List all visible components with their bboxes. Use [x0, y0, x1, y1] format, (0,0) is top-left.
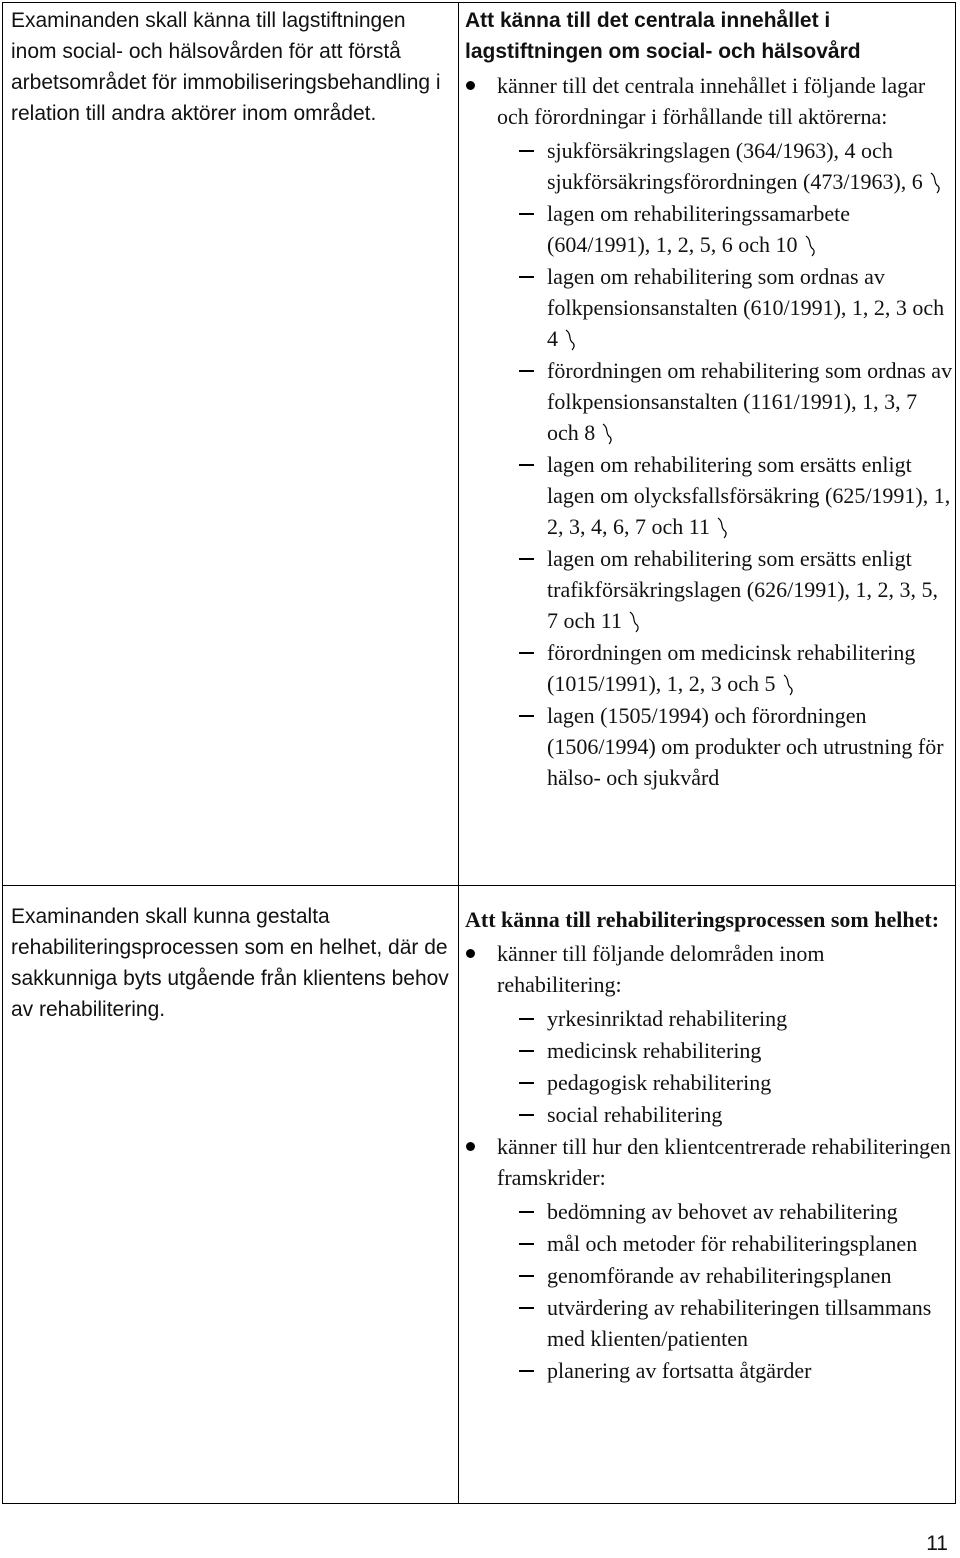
criteria-bullet: [465, 70, 953, 132]
criteria-heading: Att känna till rehabiliteringsprocessen som helhet:: [465, 907, 940, 932]
list-item-text: yrkesinriktad rehabilitering: [547, 1006, 788, 1031]
section-sign-icon: [782, 674, 794, 696]
dash-icon: [519, 213, 534, 215]
list-item-text: förordningen om rehabilitering som ordnas av folkpensionsanstalten (1161/1991), 1, 3, 7 och 8: [547, 358, 953, 445]
list-item: [465, 1292, 953, 1354]
law-list: [465, 135, 953, 793]
dash-icon: [519, 1243, 534, 1245]
list-item-text: förordningen om medicinsk rehabilitering (1015/1991), 1, 2, 3 och 5: [547, 640, 916, 696]
dash-icon: [519, 1275, 534, 1277]
dash-icon: [519, 1082, 534, 1084]
dash-icon: [519, 1211, 534, 1213]
list-item: [465, 1003, 953, 1034]
rehab-step-list: [465, 1196, 953, 1386]
criteria-legislation: [465, 5, 953, 794]
bullet-text: känner till hur den klientcentrerade rehabiliteringen framskrider:: [497, 1134, 951, 1190]
section-sign-icon: [929, 172, 941, 194]
list-item-text: planering av fortsatta åtgärder: [547, 1358, 812, 1383]
dash-icon: [519, 1050, 534, 1052]
list-item: [465, 135, 953, 197]
list-item-text: lagen om rehabilitering som ersätts enligt trafikförsäkringslagen (626/1991), 1, 2, 3, 5, 7 och 11: [547, 546, 939, 633]
list-item-text: lagen om rehabiliteringssamarbete (604/1991), 1, 2, 5, 6 och 10: [547, 201, 850, 257]
criteria-bullet: [465, 1131, 953, 1193]
list-item-text: medicinsk rehabilitering: [547, 1038, 762, 1063]
list-item-text: social rehabilitering: [547, 1102, 723, 1127]
section-sign-icon: [601, 423, 613, 445]
curriculum-table: [2, 2, 956, 1504]
list-item: [465, 1228, 953, 1259]
list-item: [465, 261, 953, 354]
list-item-text: utvärdering av rehabiliteringen tillsammans med klienten/patienten: [547, 1295, 932, 1351]
dash-icon: [519, 715, 534, 717]
list-item: [465, 355, 953, 448]
section-sign-icon: [804, 235, 816, 257]
list-item-text: pedagogisk rehabilitering: [547, 1070, 772, 1095]
bullet-dot-icon: [466, 1142, 475, 1151]
list-item: [465, 449, 953, 542]
dash-icon: [519, 276, 534, 278]
dash-icon: [519, 1307, 534, 1309]
bullet-dot-icon: [466, 81, 475, 90]
list-item: [465, 637, 953, 699]
list-item-text: mål och metoder för rehabiliteringsplanen: [547, 1231, 918, 1256]
list-item: [465, 1099, 953, 1130]
list-item: [465, 1067, 953, 1098]
list-item: [465, 1355, 953, 1386]
list-item-text: sjukförsäkringslagen (364/1963), 4 och sjukförsäkringsförordningen (473/1963), 6: [547, 138, 923, 194]
dash-icon: [519, 150, 534, 152]
list-item: [465, 1196, 953, 1227]
list-item-text: bedömning av behovet av rehabilitering: [547, 1199, 898, 1224]
list-item: [465, 543, 953, 636]
section-sign-icon: [564, 329, 576, 351]
list-item-text: lagen om rehabilitering som ordnas av folkpensionsanstalten (610/1991), 1, 2, 3 och 4: [547, 264, 945, 351]
bullet-dot-icon: [466, 949, 475, 958]
column-divider: [458, 3, 459, 1503]
list-item-text: lagen om rehabilitering som ersätts enligt lagen om olycksfallsförsäkring (625/1991), 1, 2, 3, 4, 6, 7 och 11: [547, 452, 951, 539]
page-number: 11: [926, 1532, 948, 1555]
dash-icon: [519, 370, 534, 372]
list-item: [465, 1260, 953, 1291]
bullet-text: känner till följande delområden inom rehabilitering:: [497, 941, 825, 997]
objective-rehab-process: Examinanden skall kunna gestalta rehabiliteringsprocessen som en helhet, där de sakkunniga byts utgående från klientens behov av rehabilitering.: [11, 905, 449, 1021]
list-item: [465, 700, 953, 793]
criteria-bullet: [465, 938, 953, 1000]
criteria-rehab-process: [465, 904, 953, 1387]
dash-icon: [519, 558, 534, 560]
section-sign-icon: [628, 611, 640, 633]
criteria-heading: Att känna till det centrala innehållet i lagstiftningen om social- och hälsovård: [465, 9, 861, 63]
objective-legislation: Examinanden skall känna till lagstiftningen inom social- och hälsovården för att förstå arbetsområdet för immobiliseringsbehandling i relation till andra aktörer inom området.: [11, 9, 441, 125]
dash-icon: [519, 464, 534, 466]
section-sign-icon: [716, 517, 728, 539]
dash-icon: [519, 1370, 534, 1372]
list-item: [465, 198, 953, 260]
dash-icon: [519, 1018, 534, 1020]
dash-icon: [519, 1114, 534, 1116]
dash-icon: [519, 652, 534, 654]
list-item: [465, 1035, 953, 1066]
rehab-area-list: [465, 1003, 953, 1130]
list-item-text: genomförande av rehabiliteringsplanen: [547, 1263, 892, 1288]
row-divider: [3, 885, 955, 886]
bullet-text: känner till det centrala innehållet i följande lagar och förordningar i förhållande till aktörerna:: [497, 73, 926, 129]
list-item-text: lagen (1505/1994) och förordningen (1506/1994) om produkter och utrustning för hälso- och sjukvård: [547, 703, 944, 790]
